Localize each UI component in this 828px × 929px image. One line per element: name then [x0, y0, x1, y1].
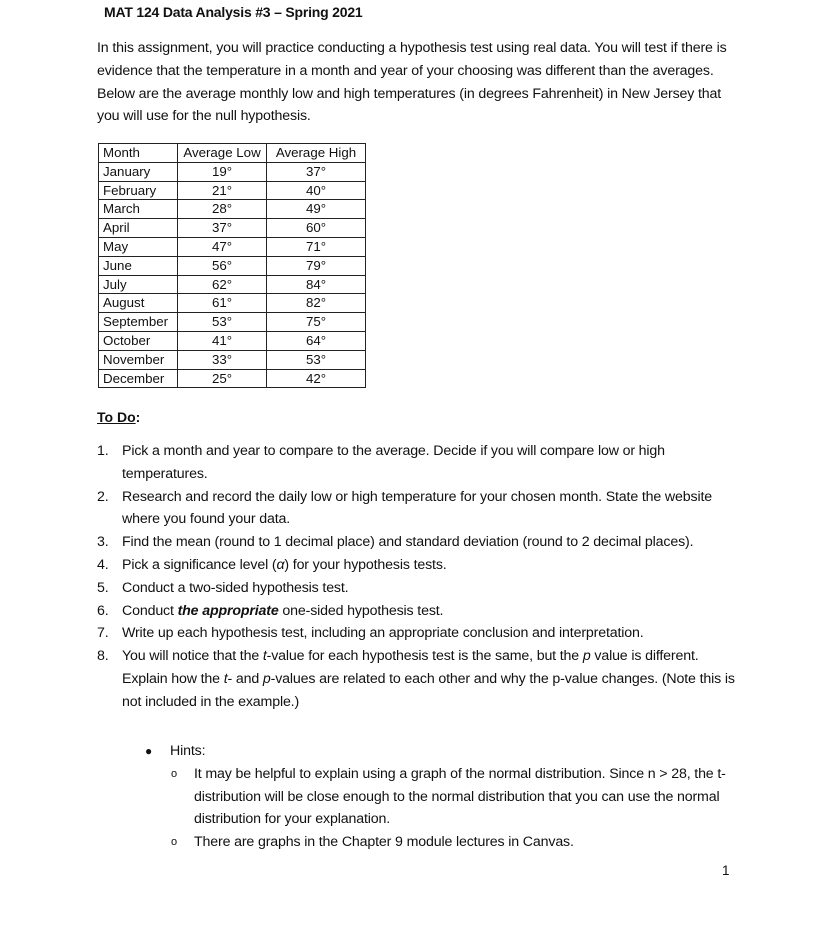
- low-cell: 37°: [178, 219, 267, 238]
- task-item-5: [97, 577, 737, 600]
- hints-label: Hints:: [170, 743, 206, 759]
- low-cell: 53°: [178, 313, 267, 332]
- month-cell: August: [99, 294, 178, 313]
- table-row: [99, 369, 366, 388]
- month-cell: January: [99, 162, 178, 181]
- task-item-6: [97, 600, 737, 623]
- task-number: 3.: [97, 534, 109, 551]
- month-cell: October: [99, 331, 178, 350]
- month-cell: March: [99, 200, 178, 219]
- task-text: ) for your hypothesis tests.: [284, 556, 447, 573]
- page-number: 1: [722, 863, 730, 878]
- table-row: [99, 237, 366, 256]
- task-number: 2.: [97, 488, 109, 505]
- high-cell: 60°: [267, 219, 366, 238]
- circle-bullet-icon: o: [171, 836, 177, 849]
- high-cell: 37°: [267, 162, 366, 181]
- month-cell: December: [99, 369, 178, 388]
- hint-text: There are graphs in the Chapter 9 module lectures in Canvas.: [194, 834, 574, 851]
- month-cell: February: [99, 181, 178, 200]
- low-cell: 19°: [178, 162, 267, 181]
- task-item-4: [97, 554, 737, 577]
- task-list: [97, 440, 737, 714]
- low-cell: 56°: [178, 256, 267, 275]
- italic-t: t: [223, 670, 228, 687]
- low-cell: 25°: [178, 369, 267, 388]
- month-cell: May: [99, 237, 178, 256]
- task-text: Write up each hypothesis test, including an appropriate conclusion and interpretation.: [122, 625, 644, 642]
- task-item-2: [97, 486, 737, 532]
- italic-p: p: [262, 670, 271, 687]
- task-text: value is different. Explain how the: [122, 648, 699, 687]
- italic-p: p: [582, 648, 591, 665]
- todo-heading-label: To Do: [97, 409, 136, 425]
- task-item-7: [97, 622, 737, 645]
- task-text: one-sided hypothesis test.: [278, 602, 444, 619]
- task-number: 4.: [97, 556, 109, 573]
- column-header-average-high: Average High: [267, 144, 366, 163]
- month-cell: April: [99, 219, 178, 238]
- hints-section: [145, 740, 745, 854]
- italic-t: t: [262, 648, 267, 665]
- high-cell: 40°: [267, 181, 366, 200]
- todo-heading-colon: :: [135, 409, 141, 425]
- high-cell: 53°: [267, 350, 366, 369]
- table-row: [99, 275, 366, 294]
- low-cell: 33°: [178, 350, 267, 369]
- task-number: 7.: [97, 625, 109, 642]
- low-cell: 28°: [178, 200, 267, 219]
- low-cell: 21°: [178, 181, 267, 200]
- task-item-3: [97, 531, 737, 554]
- hints-bullet-row: [145, 740, 745, 763]
- hints-list: [171, 763, 745, 854]
- task-text: - and: [227, 670, 263, 687]
- high-cell: 84°: [267, 275, 366, 294]
- task-text: Conduct: [122, 602, 178, 619]
- table-row: [99, 350, 366, 369]
- table-row: [99, 181, 366, 200]
- high-cell: 82°: [267, 294, 366, 313]
- high-cell: 71°: [267, 237, 366, 256]
- high-cell: 79°: [267, 256, 366, 275]
- hint-text: It may be helpful to explain using a graph of the normal distribution. Since n > 28, the t-distribution will be close enough to the normal distribution that you can use the normal distribution for your explanation.: [194, 765, 726, 828]
- table-row: [99, 313, 366, 332]
- task-text: Research and record the daily low or high temperature for your chosen month. State the website where you found your data.: [122, 488, 712, 528]
- average-temperature-table: [98, 143, 366, 388]
- task-text: Pick a significance level (: [122, 556, 277, 573]
- task-number: 6.: [97, 602, 109, 619]
- table-row: [99, 162, 366, 181]
- table-row: [99, 331, 366, 350]
- task-number: 8.: [97, 648, 109, 665]
- document-title: MAT 124 Data Analysis #3 – Spring 2021: [104, 4, 363, 20]
- task-text: -values are related to each other and why the p-value changes. (Note this is not included in the example.): [122, 670, 735, 710]
- month-cell: September: [99, 313, 178, 332]
- column-header-average-low: Average Low: [178, 144, 267, 163]
- intro-paragraph: [97, 37, 747, 128]
- column-header-month: Month: [99, 144, 178, 163]
- task-number: 1.: [97, 443, 109, 459]
- hint-item: [171, 831, 745, 854]
- task-text: Find the mean (round to 1 decimal place) and standard deviation (round to 2 decimal places).: [122, 534, 694, 551]
- circle-bullet-icon: o: [171, 767, 177, 780]
- task-text: -value for each hypothesis test is the same, but the: [266, 648, 583, 665]
- task-item-1: [97, 440, 737, 486]
- task-text: Conduct a two-sided hypothesis test.: [122, 579, 349, 596]
- month-cell: June: [99, 256, 178, 275]
- intro-text: In this assignment, you will practice conducting a hypothesis test using real data. You will test if there is evidence that the temperature in a month and year of your choosing was different than the averages. Below are the average monthly low and high temperatures (in degrees Fahrenheit) in New Jersey that you will use for the null hypothesis.: [97, 40, 727, 125]
- table-row: [99, 256, 366, 275]
- task-text: You will notice that the: [122, 648, 263, 665]
- low-cell: 61°: [178, 294, 267, 313]
- high-cell: 75°: [267, 313, 366, 332]
- emphasis-text: the appropriate: [177, 602, 279, 619]
- hint-item: [171, 763, 745, 831]
- bullet-icon: ●: [145, 744, 153, 758]
- task-text: Pick a month and year to compare to the average. Decide if you will compare low or high temperatures.: [122, 443, 665, 482]
- task-item-8: [97, 645, 737, 713]
- table-row: [99, 219, 366, 238]
- high-cell: 42°: [267, 369, 366, 388]
- high-cell: 64°: [267, 331, 366, 350]
- table-row: [99, 200, 366, 219]
- table-header-row: [99, 144, 366, 163]
- table-row: [99, 294, 366, 313]
- task-number: 5.: [97, 579, 109, 596]
- todo-heading: [97, 407, 140, 427]
- alpha-symbol: α: [276, 556, 285, 573]
- month-cell: July: [99, 275, 178, 294]
- low-cell: 62°: [178, 275, 267, 294]
- high-cell: 49°: [267, 200, 366, 219]
- month-cell: November: [99, 350, 178, 369]
- low-cell: 41°: [178, 331, 267, 350]
- low-cell: 47°: [178, 237, 267, 256]
